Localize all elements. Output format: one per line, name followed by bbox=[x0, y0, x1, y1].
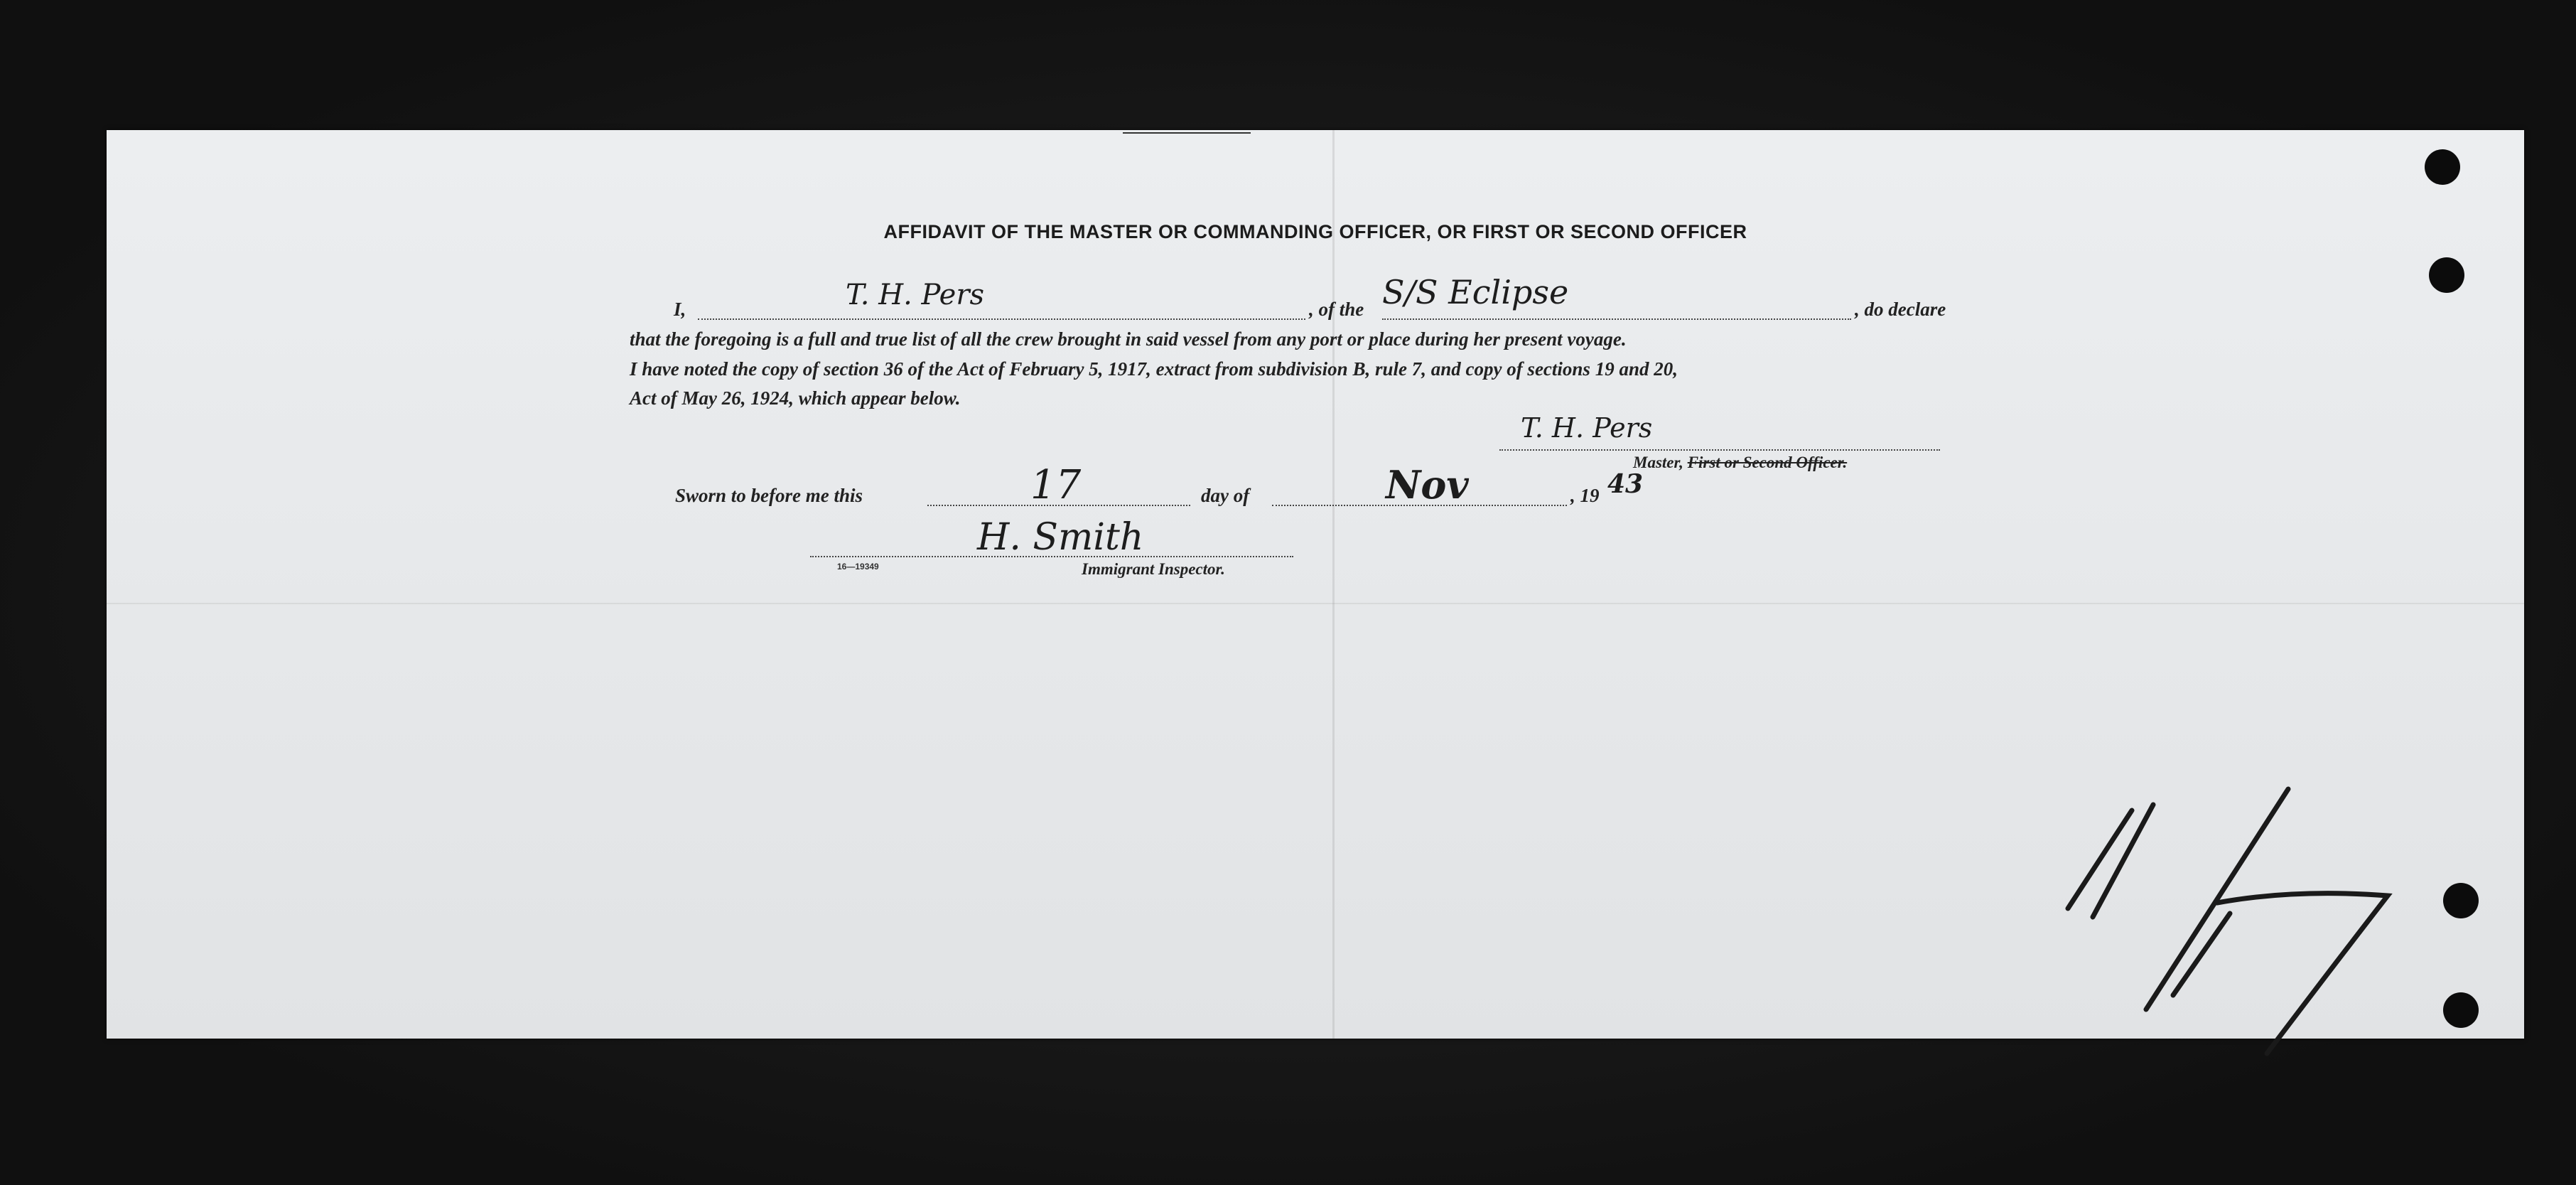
declaration-line-3: I have noted the copy of section 36 of the Act of February 5, 1917, extract from subdivision B, rule 7, and copy of sections 19 and 20, bbox=[630, 358, 1678, 380]
sworn-label: Sworn to before me this bbox=[675, 485, 863, 506]
affidavit-title: AFFIDAVIT OF THE MASTER OR COMMANDING OFFICER, OR FIRST OR SECOND OFFICER bbox=[883, 221, 1747, 242]
inspector-label: Immigrant Inspector. bbox=[1082, 560, 1225, 578]
handwritten-date-mark bbox=[2054, 782, 2409, 1066]
struck-officer-label: First or Second Officer. bbox=[1687, 454, 1848, 471]
declaration-line-2: that the foregoing is a full and true list of all the crew brought in said vessel from any port or place during her present voyage. bbox=[630, 328, 1627, 350]
year-prefix: , 19 bbox=[1570, 485, 1600, 506]
punch-hole bbox=[2429, 257, 2464, 293]
year-handwritten: 43 bbox=[1607, 469, 1644, 499]
master-title-label bbox=[1633, 454, 1847, 472]
sworn-day-handwritten: 17 bbox=[1030, 462, 1082, 508]
of-the-label: , of the bbox=[1309, 299, 1364, 320]
master-signature-line bbox=[1499, 449, 1940, 451]
master-signature: T. H. Pers bbox=[1521, 412, 1653, 444]
title-rule bbox=[1123, 132, 1251, 134]
declarant-prefix: I, bbox=[674, 299, 686, 320]
fold-line bbox=[1332, 130, 1335, 1039]
master-label: Master, bbox=[1633, 454, 1688, 471]
declarant-signature: T. H. Pers bbox=[846, 279, 984, 311]
day-of-label: day of bbox=[1201, 485, 1250, 506]
inspector-signature-line bbox=[810, 556, 1293, 557]
inspector-signature: H. Smith bbox=[977, 516, 1144, 559]
declarant-name-field bbox=[698, 318, 1305, 320]
form-number: 16—19349 bbox=[837, 562, 879, 572]
punch-hole bbox=[2443, 992, 2479, 1028]
declaration-line-4: Act of May 26, 1924, which appear below. bbox=[630, 387, 961, 409]
fold-line bbox=[107, 603, 2524, 604]
vessel-name-handwritten: S/S Eclipse bbox=[1382, 273, 1569, 311]
punch-hole bbox=[2425, 149, 2460, 185]
vessel-name-field bbox=[1382, 318, 1851, 320]
sworn-month-handwritten: Nov bbox=[1386, 462, 1469, 508]
punch-hole bbox=[2443, 883, 2479, 918]
do-declare-label: , do declare bbox=[1855, 299, 1946, 320]
